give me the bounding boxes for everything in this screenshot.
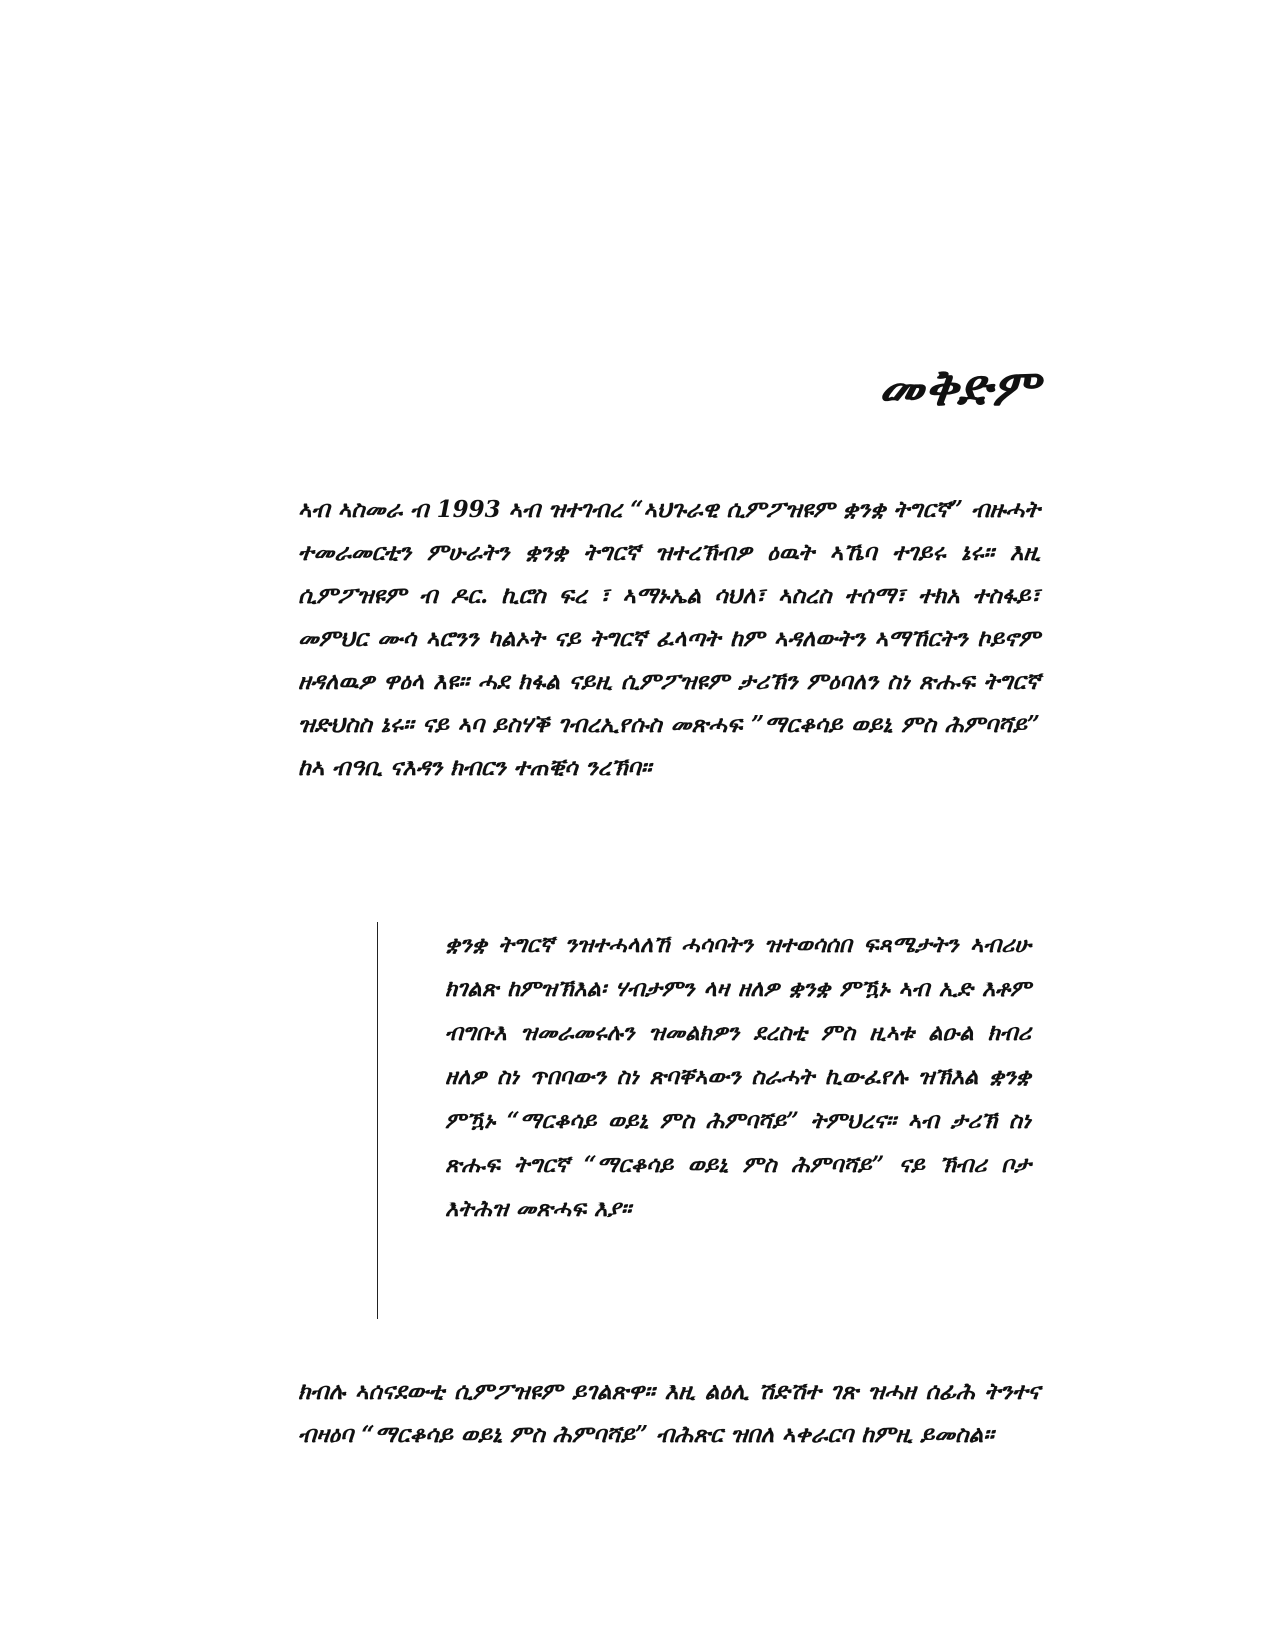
intro-paragraph: ኣብ ኣስመራ ብ 1993 ኣብ ዝተገብረ “ኣህጉራዊ ሲምፖዝዩም ቋንቋ ትግርኛ” ብዙሓት ተመራመርቲን ምሁራትን ቋንቋ ትግርኛ ዝተረኽብዎ ዕዉት ኣኼባ ተገይሩ ኔሩ። እዚ ሲምፖዝዩም ብ ዶር. ኪሮስ ፍረ ፣ ኣማኑኤል ሳህለ፣ ኣስረስ ተሰማ፣ ተክአ ተስፋይ፣ መምህር ሙሳ ኣሮንን ካልኦት ናይ ትግርኛ ፈላጣት ከም ኣዳለውትን ኣማኸርትን ኮይኖም ዘዳለዉዎ ዋዕላ እዩ። ሓደ ክፋል ናይዚ ሲምፖዝዩም ታሪኽን ምዕባለን ስነ ጽሑፍ ትግርኛ ዝድህስስ ኔሩ። ናይ ኣባ ይስሃቕ ገብረኢየሱስ መጽሓፍ ”ማርቆሳይ ወይኒ ምስ ሕምባሻይ” ከኣ ብዓቢ ናእዳን ክብርን ተጠቒሳ ንረኽባ። — [298, 496, 1040, 781]
chapter-heading: መቅድም — [878, 358, 1040, 417]
blockquote-paragraph: ቋንቋ ትግርኛ ንዝተሓላለኸ ሓሳባትን ዝተወሳሰበ ፍጻሜታትን ኣብሪሁ ክገልጽ ከምዝኽእል፡ ሃብታምን ላዛ ዘለዎ ቋንቋ ምዃኑ ኣብ ኢድ እቶም ብግቡእ ዝመራመሩሉን ዝመልክዎን ደረስቲ ምስ ዚኣቱ ልዑል ክብሪ ዘለዎ ስነ ጥበባውን ስነ ጽባቐኣውን ስራሓት ኪውፈየሉ ዝኽእል ቋንቋ ምዃኑ “ማርቆሳይ ወይኒ ምስ ሕምባሻይ” ትምህረና። ኣብ ታሪኽ ስነ ጽሑፍ ትግርኛ “ማርቆሳይ ወይኒ ምስ ሕምባሻይ” ናይ ኽብሪ ቦታ እትሕዝ መጽሓፍ እያ። — [445, 932, 1031, 1222]
closing-paragraph: ክብሉ ኣሰናደውቲ ሲምፖዝዩም ይገልጽዋ። እዚ ልዕሊ ሽድሽተ ገጽ ዝሓዘ ሰፊሕ ትንተና ብዛዕባ “ማርቆሳይ ወይኒ ምስ ሕምባሻይ” ብሕጽር ዝበለ ኣቀራርባ ከምዚ ይመስል። — [298, 1378, 1040, 1448]
blockquote-rule — [377, 922, 378, 1319]
